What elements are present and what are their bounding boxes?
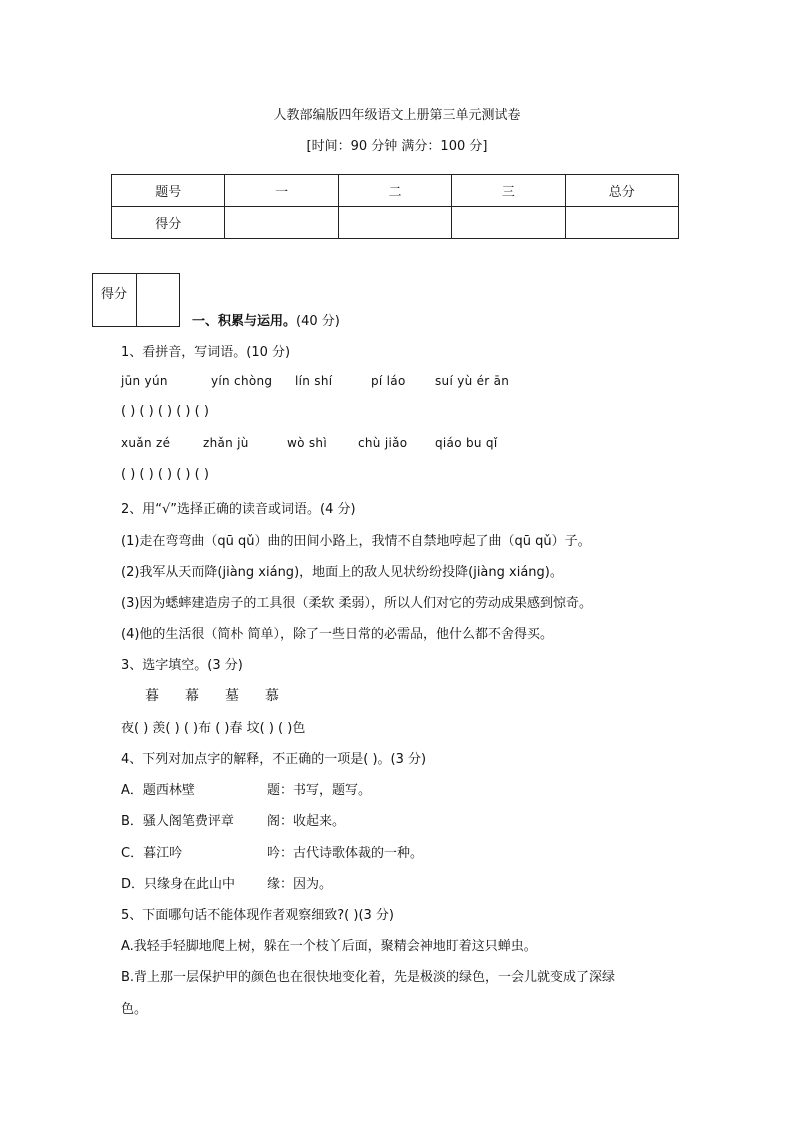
answer-blanks-row-2[interactable]: ( ) ( ) ( ) ( ) ( ) <box>121 467 209 482</box>
char-choice: 暮 <box>145 688 159 704</box>
pinyin-item: zhǎn jù <box>203 436 249 450</box>
section-title: 一、积累与运用。 <box>192 314 297 329</box>
answer-blanks-row-1[interactable]: ( ) ( ) ( ) ( ) ( ) <box>121 404 209 419</box>
option-label: C．暮江吟 <box>121 846 183 861</box>
char-choice: 墓 <box>225 688 239 704</box>
question-4-title: 4、下列对加点字的解释，不正确的一项是( )。(3 分) <box>121 752 427 767</box>
page-title: 人教部编版四年级语文上册第三单元测试卷 <box>273 108 521 123</box>
question-3-title: 3、选字填空。(3 分) <box>121 658 243 673</box>
char-choices <box>145 685 305 705</box>
pinyin-item: xuǎn zé <box>121 436 171 450</box>
question-2-item: (2)我军从天而降(jiàng xiáng)，地面上的敌人见状纷纷投降(jiàng xiáng)。 <box>121 565 563 580</box>
pinyin-item: qiáo bu qǐ <box>435 436 498 450</box>
score-table-score-row <box>112 207 679 239</box>
option-label: A．题西林壁 <box>121 783 195 798</box>
question-2-title: 2、用“√”选择正确的读音或词语。(4 分) <box>121 502 356 517</box>
option-label: D．只缘身在此山中 <box>121 877 236 892</box>
option-explain: 阁：收起来。 <box>267 814 346 829</box>
question-2-item: (4)他的生活很（简朴 简单），除了一些日常的必需品，他什么都不舍得买。 <box>121 627 554 642</box>
score-table <box>111 174 679 239</box>
option-label: B．骚人阁笔费评章 <box>121 814 234 829</box>
question-2-item: (3)因为蟋蟀建造房子的工具很（柔软 柔弱），所以人们对它的劳动成果感到惊奇。 <box>121 596 593 611</box>
score-cell[interactable] <box>565 207 678 239</box>
section-score-box <box>92 273 180 327</box>
section-score-label: 得分 <box>101 287 128 302</box>
option-explain: 题：书写，题写。 <box>267 783 372 798</box>
section-heading <box>192 310 340 329</box>
section-points: (40 分) <box>296 314 340 329</box>
pinyin-item: suí yù ér ān <box>435 374 510 388</box>
question-2-item: (1)走在弯弯曲（qū qǔ）曲的田间小路上，我情不自禁地哼起了曲（qū qǔ）子。 <box>121 534 591 549</box>
score-header-cell: 总分 <box>565 175 678 207</box>
score-header-cell: 题号 <box>112 175 225 207</box>
pinyin-item: chù jiǎo <box>358 436 408 450</box>
exam-info: [时间：90 分钟 满分：100 分] <box>306 139 488 154</box>
score-header-cell: 一 <box>225 175 338 207</box>
score-header-cell: 二 <box>338 175 451 207</box>
score-cell[interactable] <box>338 207 451 239</box>
pinyin-item: pí láo <box>371 374 406 388</box>
score-table-header-row <box>112 175 679 207</box>
question-5-option: B.背上那一层保护甲的颜色也在很快地变化着，先是极淡的绿色，一会儿就变成了深绿 <box>121 970 616 985</box>
question-4-option <box>121 779 372 798</box>
score-row-label: 得分 <box>112 207 225 239</box>
pinyin-item: lín shí <box>295 374 333 388</box>
question-1-title: 1、看拼音，写词语。(10 分) <box>121 345 291 360</box>
pinyin-item: jūn yún <box>121 374 168 388</box>
option-explain: 缘：因为。 <box>267 877 333 892</box>
score-cell[interactable] <box>225 207 338 239</box>
question-5-option: A.我轻手轻脚地爬上树，躲在一个枝丫后面，聚精会神地盯着这只蝉虫。 <box>121 939 537 954</box>
fill-in-row[interactable]: 夜( ) 羡( ) ( )布 ( )春 坟( ) ( )色 <box>121 721 306 736</box>
section-score-divider <box>136 274 137 326</box>
score-cell[interactable] <box>452 207 565 239</box>
score-header-cell: 三 <box>452 175 565 207</box>
pinyin-item: wò shì <box>287 436 327 450</box>
option-explain: 吟：古代诗歌体裁的一种。 <box>267 846 424 861</box>
char-choice: 幕 <box>185 688 199 704</box>
pinyin-item: yín chòng <box>211 374 273 388</box>
question-5-title: 5、下面哪句话不能体现作者观察细致?( )(3 分) <box>121 908 394 923</box>
question-5-option-cont: 色。 <box>121 1002 148 1017</box>
question-4-option <box>121 842 424 861</box>
char-choice: 慕 <box>265 688 279 704</box>
question-4-option <box>121 873 333 892</box>
question-4-option <box>121 810 346 829</box>
